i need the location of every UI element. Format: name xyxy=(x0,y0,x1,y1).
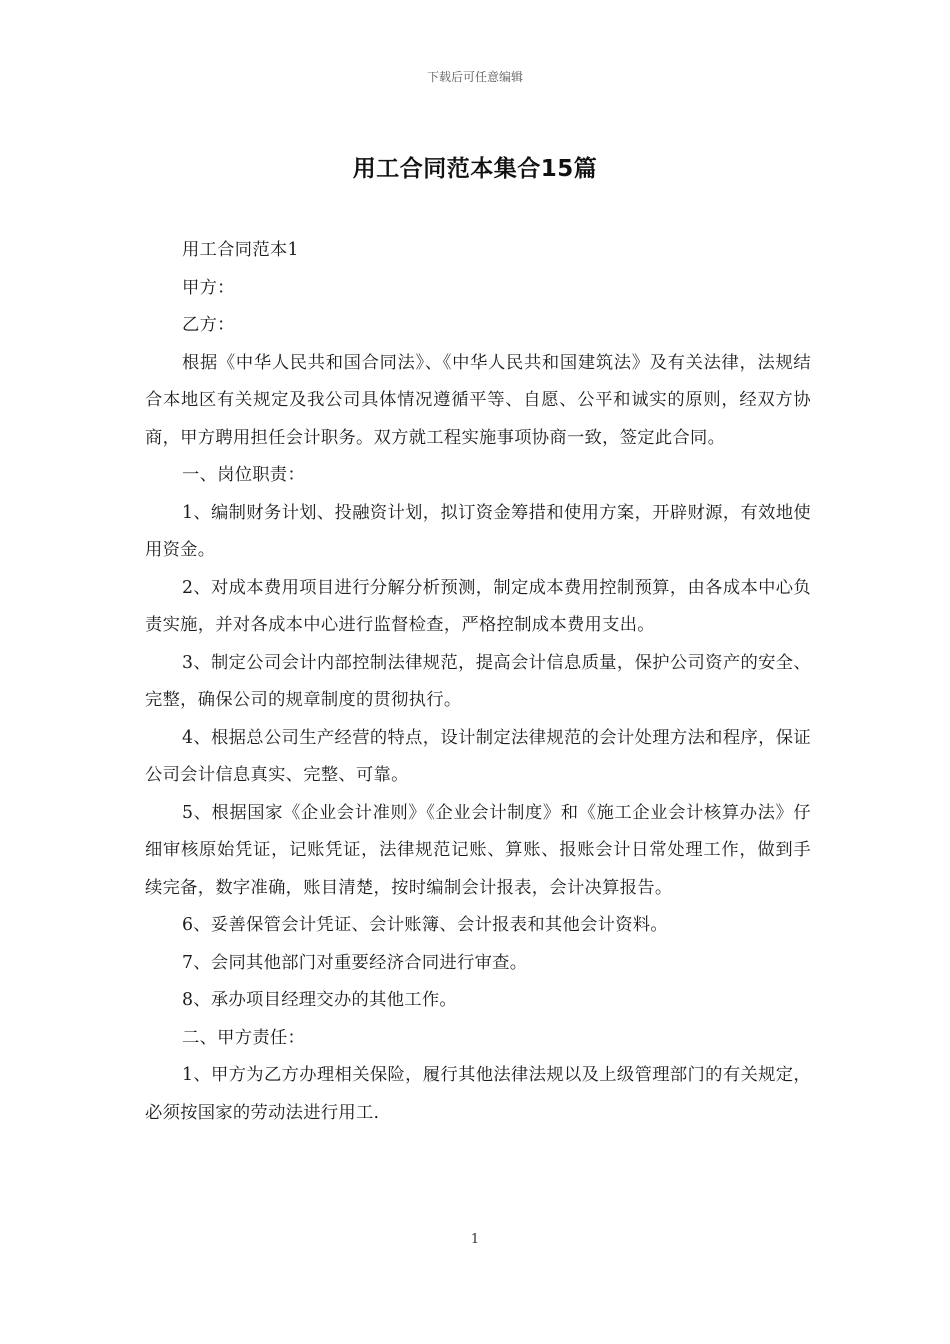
header-note: 下载后可任意编辑 xyxy=(426,70,523,84)
section-heading: 用工合同范本1 xyxy=(182,240,299,260)
duty-item-2: 2、对成本费用项目进行分解分析预测，制定成本费用控制预算，由各成本中心负责实施，并对各成本中心进行监督检查，严格控制成本费用支出。 xyxy=(145,577,811,635)
document-title: 用工合同范本集合15篇 xyxy=(352,156,598,182)
duty-item-5: 5、根据国家《企业会计准则》《企业会计制度》和《施工企业会计核算办法》仔细审核原始凭证，记账凭证，法律规范记账、算账、报账会计日常处理工作，做到手续完备，数字准确，账目清楚，按时编制会计报表，会计决算报告。 xyxy=(145,802,811,898)
party-b-label: 乙方： xyxy=(182,315,235,335)
preamble-paragraph: 根据《中华人民共和国合同法》、《中华人民共和国建筑法》及有关法律，法规结合本地区有关规定及我公司具体情况遵循平等、自愿、公平和诚实的原则，经双方协商，甲方聘用担任会计职务。双方就工程实施事项协商一致，签定此合同。 xyxy=(145,352,811,448)
document-body xyxy=(145,232,811,1132)
page-number: 1 xyxy=(470,1232,480,1247)
duty-item-8: 8、承办项目经理交办的其他工作。 xyxy=(182,990,458,1010)
duty-item-7: 7、会同其他部门对重要经济合同进行审查。 xyxy=(182,952,528,973)
duty-item-4: 4、根据总公司生产经营的特点，设计制定法律规范的会计处理方法和程序，保证公司会计信息真实、完整、可靠。 xyxy=(145,727,811,785)
duty-item-6: 6、妥善保管会计凭证、会计账簿、会计报表和其他会计资料。 xyxy=(182,915,668,935)
duty-item-1: 1、编制财务计划、投融资计划，拟订资金筹措和使用方案，开辟财源，有效地使用资金。 xyxy=(145,502,811,560)
duties-heading: 一、岗位职责： xyxy=(182,465,306,485)
party-a-label: 甲方： xyxy=(182,277,235,298)
party-a-duties-heading: 二、甲方责任： xyxy=(182,1027,306,1048)
party-a-duty-item-1: 1、甲方为乙方办理相关保险，履行其他法律法规以及上级管理部门的有关规定，必须按国家的劳动法进行用工. xyxy=(145,1065,811,1123)
duty-item-3: 3、制定公司会计内部控制法律规范，提高会计信息质量，保护公司资产的安全、完整，确保公司的规章制度的贯彻执行。 xyxy=(145,652,811,710)
